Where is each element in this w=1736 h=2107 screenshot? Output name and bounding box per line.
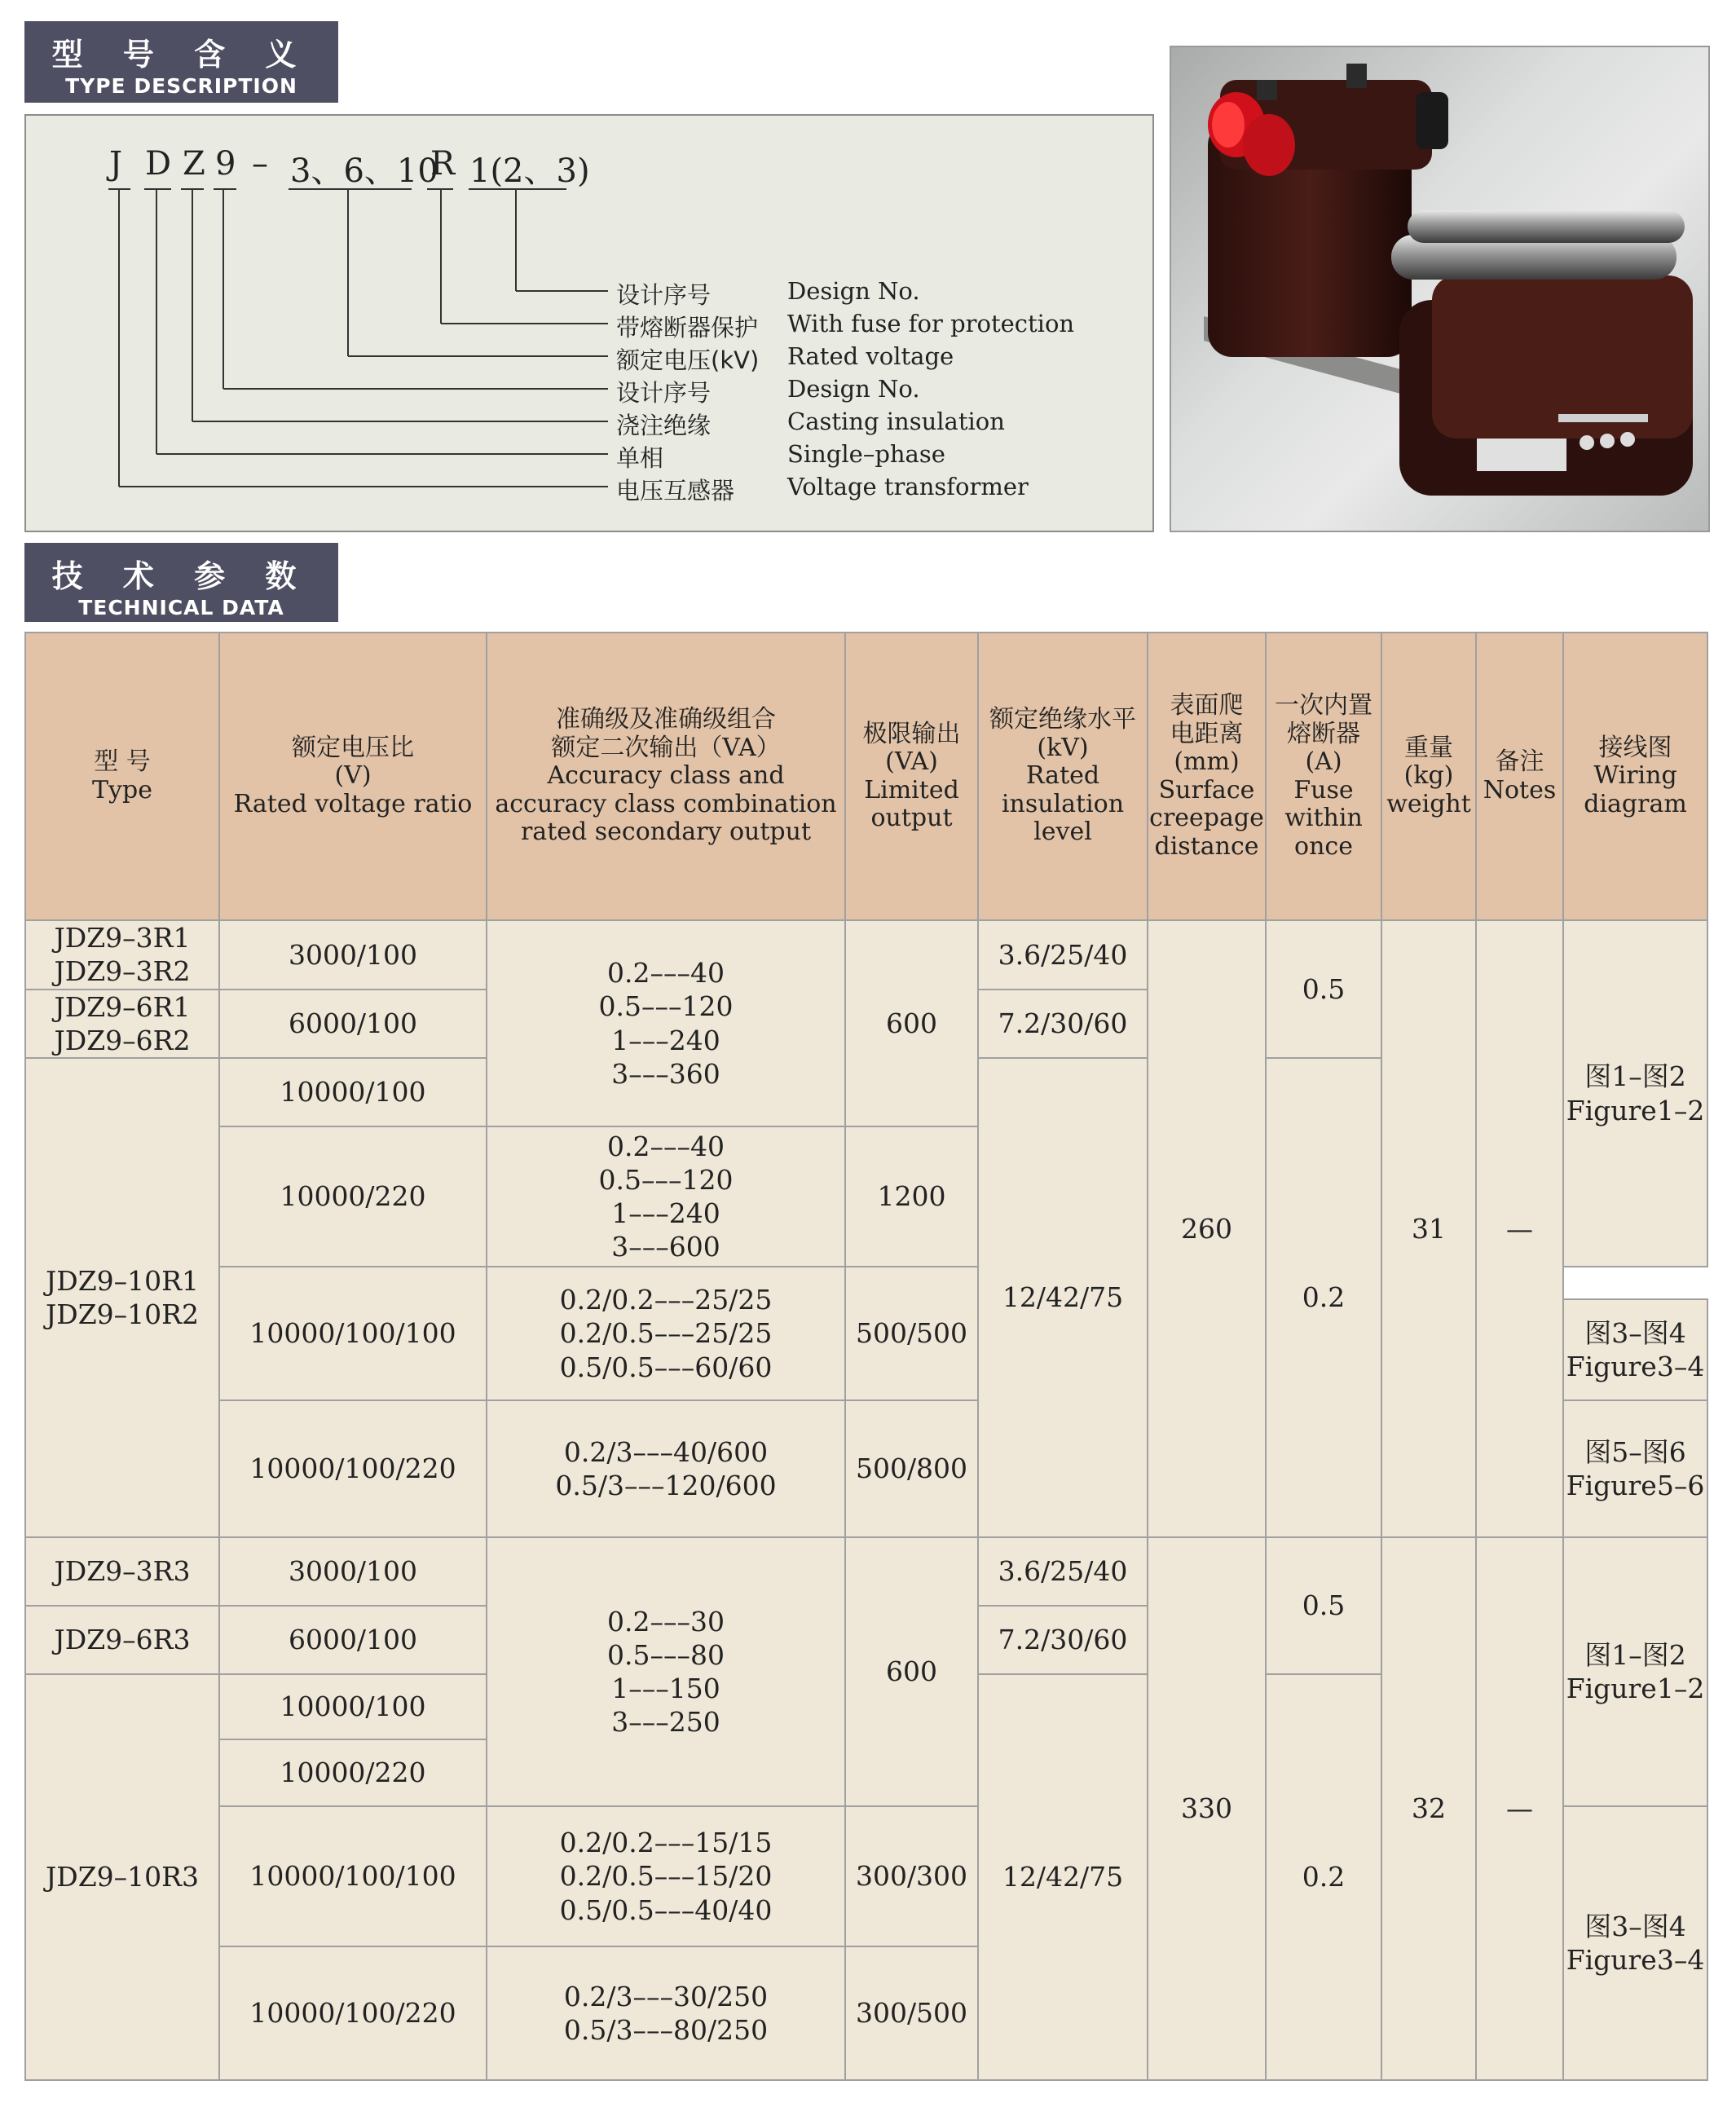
- cell-limit: 1200: [845, 1126, 978, 1267]
- cell-ratio: 10000/100/220: [219, 1400, 487, 1537]
- cell-wiring: 图1–图2 Figure1–2: [1563, 1537, 1707, 1806]
- code-j: J: [109, 145, 123, 183]
- cell-weight: 31: [1381, 920, 1476, 1537]
- header-weight: 重量 (kg) weight: [1381, 633, 1476, 920]
- technical-data-title-zh: 技 术 参 数: [51, 558, 311, 594]
- legend-zh: 额定电压(kV): [616, 346, 760, 374]
- cell-limit: 500/500: [845, 1267, 978, 1400]
- legend-en: Single–phase: [787, 440, 945, 468]
- cell-insulation: 3.6/25/40: [978, 920, 1148, 990]
- table-row: [25, 1537, 1707, 1606]
- code-r: R: [430, 145, 456, 183]
- cell-insulation: 12/42/75: [978, 1058, 1148, 1537]
- cell-notes: —: [1476, 920, 1563, 1537]
- cell-notes: —: [1476, 1537, 1563, 2080]
- cell-ratio: 10000/100/100: [219, 1267, 487, 1400]
- header-accuracy: 准确级及准确级组合 额定二次输出（VA） Accuracy class and accuracy class combination rated secondary output: [487, 633, 845, 920]
- legend-zh: 设计序号: [616, 379, 712, 407]
- header-limited-output: 极限输出 (VA) Limited output: [845, 633, 978, 920]
- header-type: 型 号 Type: [25, 633, 219, 920]
- header-wiring: 接线图 Wiring diagram: [1563, 633, 1707, 920]
- cell-ratio: 3000/100: [219, 920, 487, 990]
- cell-limit: 300/300: [845, 1806, 978, 1946]
- cell-accuracy: 0.2/3–––30/250 0.5/3–––80/250: [487, 1946, 845, 2080]
- code-dash: –: [252, 145, 268, 183]
- header-creepage: 表面爬 电距离 (mm) Surface creepage distance: [1148, 633, 1266, 920]
- cell-accuracy: 0.2/0.2–––15/15 0.2/0.5–––15/20 0.5/0.5–––40/40: [487, 1806, 845, 1946]
- cell-type: JDZ9–3R3: [25, 1537, 219, 1606]
- legend-zh: 带熔断器保护: [616, 314, 759, 342]
- cell-ratio: 10000/220: [219, 1126, 487, 1267]
- cell-ratio: 10000/100/220: [219, 1946, 487, 2080]
- code-d: D: [145, 145, 172, 183]
- cell-type: JDZ9–10R1 JDZ9–10R2: [25, 1058, 219, 1537]
- cell-insulation: 3.6/25/40: [978, 1537, 1148, 1606]
- cell-type: JDZ9–10R3: [25, 1674, 219, 2080]
- cell-limit: 300/500: [845, 1946, 978, 2080]
- cell-wiring: 图3–图4 Figure3–4: [1563, 1806, 1707, 2080]
- cell-insulation: 7.2/30/60: [978, 1606, 1148, 1674]
- cell-insulation: 12/42/75: [978, 1674, 1148, 2080]
- technical-data-header: [24, 543, 338, 622]
- type-description-title-en: TYPE DESCRIPTION: [65, 74, 297, 98]
- cell-ratio: 10000/100: [219, 1058, 487, 1126]
- code-voltage: 3、6、10: [290, 152, 438, 190]
- cell-creepage: 260: [1148, 920, 1266, 1537]
- cell-limit: 500/800: [845, 1400, 978, 1537]
- type-description-title-zh: 型 号 含 义: [51, 37, 311, 73]
- cell-wiring: 图5–图6 Figure5–6: [1563, 1400, 1707, 1537]
- cell-accuracy: 0.2–––30 0.5–––80 1–––150 3–––250: [487, 1537, 845, 1806]
- cell-accuracy: 0.2/3–––40/600 0.5/3–––120/600: [487, 1400, 845, 1537]
- header-fuse: 一次内置 熔断器 (A) Fuse within once: [1266, 633, 1381, 920]
- cell-wiring: 图1–图2 Figure1–2: [1563, 920, 1707, 1267]
- table-row: [25, 920, 1707, 990]
- legend-en: Rated voltage: [787, 342, 954, 370]
- cell-ratio: 3000/100: [219, 1537, 487, 1606]
- legend-en: Casting insulation: [787, 408, 1005, 435]
- cell-ratio: 6000/100: [219, 990, 487, 1059]
- header-notes: 备注 Notes: [1476, 633, 1563, 920]
- legend-zh: 电压互感器: [616, 477, 735, 505]
- cell-type: JDZ9–3R1 JDZ9–3R2: [25, 920, 219, 990]
- transformer-illustration: [1171, 47, 1708, 531]
- cell-type: JDZ9–6R1 JDZ9–6R2: [25, 990, 219, 1059]
- cell-fuse: 0.2: [1266, 1058, 1381, 1537]
- cell-ratio: 6000/100: [219, 1606, 487, 1674]
- cell-limit: 600: [845, 1537, 978, 1806]
- legend-en: Design No.: [787, 277, 920, 305]
- cell-insulation: 7.2/30/60: [978, 990, 1148, 1059]
- legend-zh: 设计序号: [616, 281, 712, 309]
- header-insulation-level: 额定绝缘水平 (kV) Rated insulation level: [978, 633, 1148, 920]
- cell-ratio: 10000/100/100: [219, 1806, 487, 1946]
- cell-fuse: 0.2: [1266, 1674, 1381, 2080]
- cell-accuracy: 0.2/0.2–––25/25 0.2/0.5–––25/25 0.5/0.5–––60/60: [487, 1267, 845, 1400]
- code-design: 1(2、3): [469, 152, 590, 190]
- cell-weight: 32: [1381, 1537, 1476, 2080]
- cell-wiring: 图3–图4 Figure3–4: [1563, 1299, 1707, 1400]
- code-9: 9: [215, 145, 236, 183]
- legend-zh: 浇注绝缘: [616, 412, 712, 439]
- cell-limit: 600: [845, 920, 978, 1126]
- legend-en: Design No.: [787, 375, 920, 403]
- technical-data-table: [24, 632, 1708, 2081]
- cell-accuracy: 0.2–––40 0.5–––120 1–––240 3–––360: [487, 920, 845, 1126]
- cell-ratio: 10000/220: [219, 1739, 487, 1806]
- product-photo: [1170, 46, 1710, 532]
- technical-data-title-en: TECHNICAL DATA: [78, 596, 284, 619]
- cell-fuse: 0.5: [1266, 1537, 1381, 1674]
- cell-accuracy: 0.2–––40 0.5–––120 1–––240 3–––600: [487, 1126, 845, 1267]
- cell-ratio: 10000/100: [219, 1674, 487, 1739]
- code-z: Z: [183, 145, 205, 183]
- legend-en: Voltage transformer: [787, 473, 1029, 500]
- header-voltage-ratio: 额定电压比 (V) Rated voltage ratio: [219, 633, 487, 920]
- cell-type: JDZ9–6R3: [25, 1606, 219, 1674]
- legend-zh: 单相: [616, 444, 664, 472]
- legend-en: With fuse for protection: [787, 310, 1075, 337]
- cell-creepage: 330: [1148, 1537, 1266, 2080]
- cell-fuse: 0.5: [1266, 920, 1381, 1058]
